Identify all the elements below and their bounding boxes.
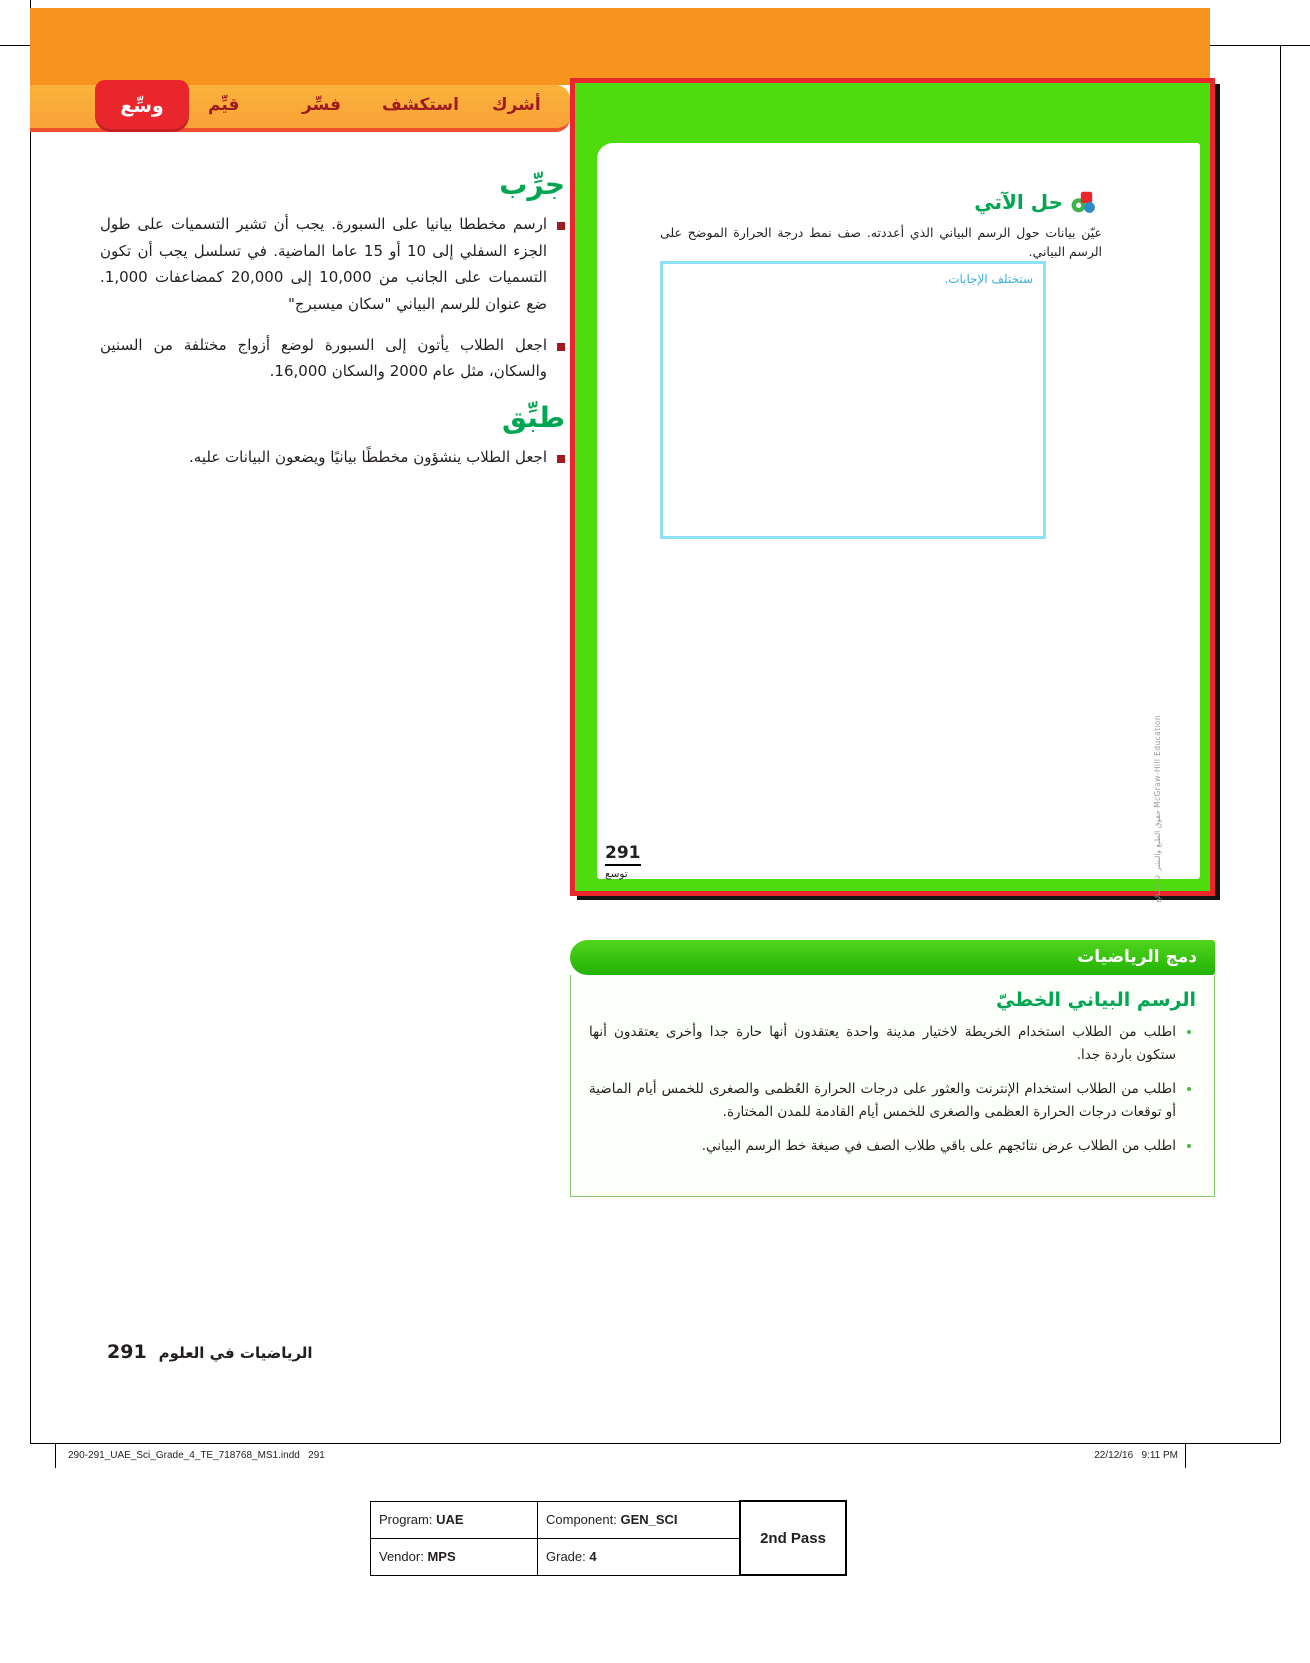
line-graph-title: الرسم البياني الخطيّ: [995, 989, 1196, 1011]
pass-cell: 2nd Pass: [740, 1501, 846, 1575]
math-bullet-2: • اطلب من الطلاب استخدام الإنترنت والعثور على درجات الحرارة العُظمى والصغرى للخمس أيام الماضية أو توقعات درجات الحرارة العظمى والصغرى للخمس أيام القادمة للمدن المختارة.: [589, 1078, 1176, 1124]
answer-note: ستختلف الإجابات.: [944, 272, 1033, 286]
program-cell: Program: UAE: [371, 1501, 538, 1538]
integrate-math-body: [570, 975, 1215, 1197]
tab-extend-active[interactable]: وسِّع: [95, 80, 189, 132]
grade-cell: Grade: 4: [538, 1538, 741, 1575]
tab-explore[interactable]: استكشف: [382, 95, 459, 115]
copyright-sideways: حقوق الطبع والنشر © لصالح McGraw-Hill Education: [1153, 714, 1162, 903]
apply-bullet-1: اجعل الطلاب ينشؤون مخططًا بيانيًا ويضعون البيانات عليه.: [100, 444, 565, 471]
vendor-cell: Vendor: MPS: [371, 1538, 538, 1575]
slug-tick-right: [1185, 1443, 1186, 1468]
header-band: [30, 8, 1210, 85]
footer-book-title: الرياضيات في العلوم: [158, 1344, 313, 1362]
page-border-right: [1280, 45, 1281, 1443]
slug-datetime: 22/12/16 9:11 PM: [1094, 1450, 1178, 1461]
slug-tick-left: [55, 1443, 56, 1468]
slug-filename: 290-291_UAE_Sci_Grade_4_TE_718768_MS1.indd 291: [68, 1450, 325, 1461]
integrate-math-panel: [570, 940, 1215, 1197]
integrate-math-header: دمج الرياضيات: [570, 940, 1215, 975]
square-bullet-icon: [557, 455, 565, 463]
book-footer: [107, 1341, 313, 1363]
solve-heading: حل الآتي: [974, 190, 1063, 214]
answer-box: [660, 261, 1046, 539]
math-bullet-1: • اطلب من الطلاب استخدام الخريطة لاختيار مدينة واحدة يعتقدون أنها حارة جدا وأخرى يعتقدون أنها ستكون باردة جدا.: [589, 1021, 1176, 1067]
try-bullet-1: ارسم مخططا بيانيا على السبورة. يجب أن تشير التسميات على طول الجزء السفلي إلى 10 أو 15 عاما الماضية. في تسلسل يجب أن تكون التسميات على الجانب من 10,000 إلى 20,000 كمضاعفات 1,000. ضع عنوان للرسم البياني "سكان ميسبرج": [100, 211, 565, 318]
student-page-number: 291 توسع: [605, 843, 641, 880]
solve-instructions: عيّن بيانات حول الرسم البياني الذي أعددته. صف نمط درجة الحرارة الموضح على الرسم البياني.: [660, 225, 1102, 260]
solve-activity-icon: [1070, 189, 1096, 215]
tab-explain[interactable]: فسِّر: [302, 95, 342, 115]
math-bullet-3: • اطلب من الطلاب عرض نتائجهم على باقي طلاب الصف في صيغة خط الرسم البياني.: [589, 1135, 1176, 1158]
crop-mark-top-right: [1195, 45, 1310, 46]
student-page-frame: [570, 78, 1215, 903]
footer-page-number: 291: [107, 1341, 147, 1363]
teacher-notes-column: [100, 168, 565, 485]
student-page: [597, 143, 1200, 903]
solve-heading-row: [974, 189, 1096, 215]
tab-engage[interactable]: أشرك: [492, 95, 541, 115]
try-bullet-2: اجعل الطلاب يأتون إلى السبورة لوضع أزواج مختلفة من السنين والسكان، مثل عام 2000 والسكان 16,000.: [100, 332, 565, 385]
tab-evaluate[interactable]: قيِّم: [208, 95, 240, 115]
slug-rule: [30, 1443, 1280, 1444]
production-info-table: [370, 1500, 847, 1576]
section-label: توسع: [605, 868, 628, 880]
component-cell: Component: GEN_SCI: [538, 1501, 741, 1538]
square-bullet-icon: [557, 222, 565, 230]
apply-heading: طبِّق: [501, 401, 565, 435]
try-heading: جرِّب: [499, 168, 565, 201]
math-bullet-list: [589, 1021, 1196, 1158]
table-row: [371, 1501, 847, 1538]
page-border-left: [30, 0, 31, 1443]
square-bullet-icon: [557, 343, 565, 351]
